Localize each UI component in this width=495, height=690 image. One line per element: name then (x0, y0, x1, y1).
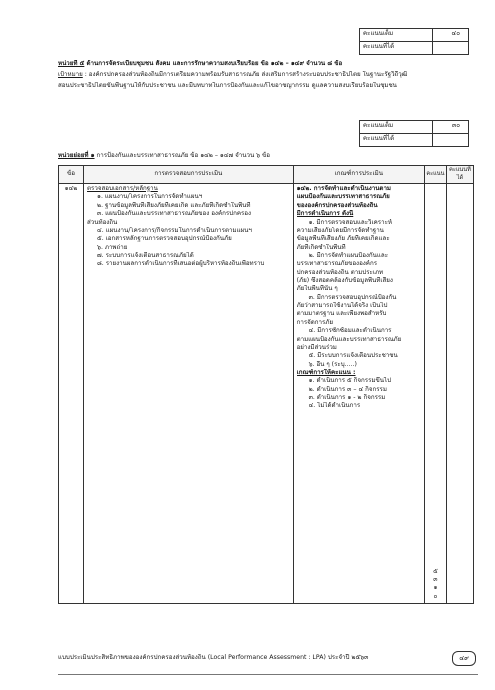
criteria-line: ๒. มีการจัดทำแผนป้องกันและ (308, 251, 389, 259)
criteria-head-line: แผนป้องกันและบรรเทาสาธารณภัย (296, 193, 390, 201)
item-line: ๕. เอกสารหลักฐานการตรวจสอบอุปกรณ์ป้องกันภัย (97, 235, 232, 243)
criteria-head-line: ขององค์กรปกครองส่วนท้องถิ่น (296, 201, 378, 209)
score-box-unit (359, 28, 469, 55)
criteria-line: ภัยว่าสามารถใช้งานได้จริง เป็นไป (296, 302, 388, 310)
subunit-heading-text: การป้องกันและบรรเทาสาธารณภัย ข้อ ๑๔๒ – ๑๔๗ จำนวน ๖ ข้อ (94, 152, 270, 159)
scoring-value: ๐ (433, 592, 438, 600)
subunit-heading (58, 152, 478, 160)
obtained-score-value (433, 42, 469, 55)
scoring-value: ๓ (433, 576, 438, 584)
criteria-line: ข้อมูลพื้นที่เสี่ยงภัย ภัยที่เคยเกิดและ (296, 235, 390, 243)
item-line: ๑. แผนงาน/โครงการในการจัดทำแผนฯ (97, 193, 203, 201)
table-row (59, 184, 474, 604)
criteria-line: ปกครองส่วนท้องถิ่น ตามประเภท (296, 268, 384, 276)
row-number: ๑๔๒ (59, 184, 84, 604)
header-criteria: เกณฑ์การประเมิน (293, 166, 424, 184)
header-item: การตรวจสอบการประเมิน (84, 166, 294, 184)
subunit-heading-prefix: หน่วยย่อยที่ ๑ (58, 152, 95, 159)
assessment-table (58, 165, 474, 604)
unit-heading (58, 60, 478, 68)
full-score-label: คะแนนเต็ม (360, 29, 433, 42)
full-score-value: ๓๐ (433, 121, 469, 134)
criteria-line: การจัดการภัย (296, 318, 334, 326)
item-line: ๖. ภาพถ่าย (97, 243, 128, 251)
obtained-score-label: คะแนนที่ได้ (360, 42, 433, 55)
item-line: ๔. แผนงาน/โครงการ/กิจกรรมในการดำเนินการตามแผนฯ (97, 226, 252, 234)
table-header-row (59, 166, 474, 184)
page-footer: แบบประเมินประสิทธิภาพขององค์กรปกครองส่วนท้องถิ่น (Local Performance Assessment : LPA) ประจำปี ๒๕๖๓ (58, 654, 369, 661)
item-line: ๘. รายงานผลการดำเนินการที่เสนอต่อผู้บริหารท้องถิ่นเพื่อทราบ (97, 260, 265, 268)
item-line: ๓. แผนป้องกันและบรรเทาสาธารณภัยของ องค์กรปกครอง (97, 210, 252, 218)
criteria-line: ๓. มีการตรวจสอบอุปกรณ์ป้องกัน (308, 293, 397, 301)
criteria-line: (ภัย) ซึ่งสอดคล้องกับข้อมูลพื้นที่เสี่ยง (296, 277, 393, 285)
criteria-line: ๔. มีการซักซ้อมและดำเนินการ (308, 327, 392, 335)
header-score: คะแนน (424, 166, 446, 184)
criteria-line: ภัยในพื้นที่นั้น ๆ (296, 285, 338, 293)
criteria-line: ตามมาตรฐาน และเพียงพอสำหรับ (296, 310, 387, 318)
header-obtained: คะแนนที่ได้ (446, 166, 473, 184)
scoring-line: ๓. ดำเนินการ ๑ - ๒ กิจกรรม (308, 394, 386, 402)
obtained-cell (446, 184, 473, 604)
criteria-line: ตามแผนป้องกันและบรรเทาสาธารณภัย (296, 335, 402, 343)
criteria-line: ความเสี่ยงภัยโดยมีการจัดทำฐาน (296, 226, 384, 234)
scoring-value: ๕ (433, 567, 438, 575)
full-score-label: คะแนนเต็ม (360, 121, 433, 134)
full-score-value: ๔๐ (433, 29, 469, 42)
item-cell (84, 184, 294, 604)
criteria-line: ภัยที่เกิดซ้ำในพื้นที่ (296, 243, 346, 251)
page-number: ๔๙ (452, 651, 476, 666)
score-cell (424, 184, 446, 604)
header-no: ข้อ (59, 166, 84, 184)
criteria-line: บรรเทาสาธารณภัยขององค์กร (296, 260, 378, 268)
criteria-scoring-title: เกณฑ์การให้คะแนน : (296, 369, 356, 376)
criteria-cell (293, 184, 424, 604)
criteria-line: ๑. มีการตรวจสอบและวิเคราะห์ (308, 218, 392, 226)
scoring-value: ๑ (433, 584, 438, 592)
obtained-score-label: คะแนนที่ได้ (360, 134, 433, 147)
criteria-line: อย่างมีส่วนร่วม (296, 343, 337, 351)
purpose-line-1: : องค์กรปกครองส่วนท้องถิ่นมีการเตรียมความพร้อมรับสาธารณภัย ส่งเสริมการสร้างระบอบประชาธิปไตย ในฐานะรัฐวิถีวุฒิ (82, 71, 408, 78)
criteria-line: ๕. มีระบบการแจ้งเตือนประชาชน (308, 352, 398, 360)
obtained-score-value (433, 134, 469, 147)
item-line: ๒. ฐานข้อมูลพื้นที่เสี่ยงภัยที่เคยเกิด และภัยที่เกิดซ้ำในพื้นที่ (97, 201, 251, 209)
criteria-line: ๖. อื่น ๆ (ระบุ.....) (308, 360, 357, 368)
unit-heading-text: ด้านการจัดระเบียบชุมชน สังคม และการรักษาความสงบเรียบร้อย ข้อ ๑๔๒ – ๑๔๙ จำนวน ๘ ข้อ (84, 60, 343, 67)
item-title: ตรวจสอบเอกสาร/หลักฐาน (87, 185, 158, 193)
purpose-label: เป้าหมาย (58, 71, 83, 78)
unit-purpose (58, 71, 478, 91)
criteria-subtitle: มีการดำเนินการ ดังนี้ (296, 210, 354, 218)
scoring-line: ๑. ดำเนินการ ๕ กิจกรรมขึ้นไป (308, 377, 392, 385)
footer-divider (58, 674, 478, 675)
scoring-line: ๒. ดำเนินการ ๓ – ๔ กิจกรรม (308, 385, 387, 393)
score-box-subunit (359, 120, 469, 147)
item-line: ๗. ระบบการแจ้งเตือนสาธารณภัยได้ (97, 251, 194, 259)
unit-heading-prefix: หน่วยที่ ๕ (58, 60, 85, 67)
item-line: ส่วนท้องถิ่น (87, 218, 118, 226)
purpose-line-2: สอนประชาธิปไตยขั้นพื้นฐานให้กับประชาชน และมีบทบาทในการป้องกันและแก้ไขอาชญากรรม ดูแลความสงบเรียบร้อยในชุมชน (58, 82, 397, 90)
criteria-head-line: ๑๔๒. การจัดทำและดำเนินงานตาม (296, 185, 391, 193)
scoring-line: ๔. ไม่ได้ดำเนินการ (308, 402, 361, 410)
